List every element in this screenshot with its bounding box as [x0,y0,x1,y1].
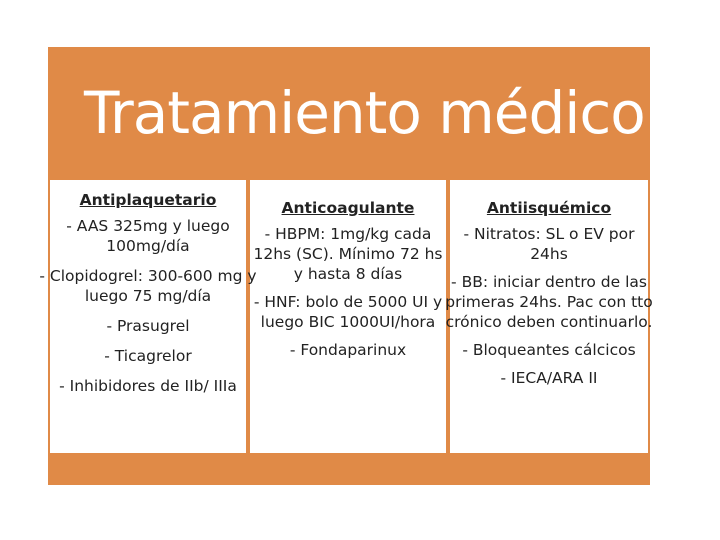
slide-title: Tratamiento médico [84,79,645,147]
list-item: - Inhibidores de IIb/ IIIa [59,377,237,395]
list-item: - Prasugrel [106,317,190,335]
column-antiisquemico [444,190,654,396]
column-antiplaquetario [38,190,258,406]
list-item: - Nitratos: SL o EV por 24hs [463,225,635,263]
column-heading: Antiplaquetario [79,191,217,209]
list-item: - Clopidogrel: 300-600 mg y luego 75 mg/día [39,267,257,305]
list-item: - Fondaparinux [289,341,407,359]
list-item: - AAS 325mg y luego 100mg/día [66,217,230,255]
column-anticoagulante [248,190,448,368]
list-item: - IECA/ARA II [500,369,598,387]
list-item: - BB: iniciar dentro de las primeras 24hs. Pac con tto crónico deben continuarlo. [445,273,653,331]
list-item: - HBPM: 1mg/kg cada 12hs (SC). Mínimo 72 hs y hasta 8 días [253,225,443,283]
column-heading: Antiisquémico [486,199,612,217]
list-item: - Bloqueantes cálcicos [462,341,636,359]
list-item: - HNF: bolo de 5000 UI y luego BIC 1000UI/hora [253,293,443,331]
list-item: - Ticagrelor [104,347,192,365]
column-heading: Anticoagulante [281,199,415,217]
